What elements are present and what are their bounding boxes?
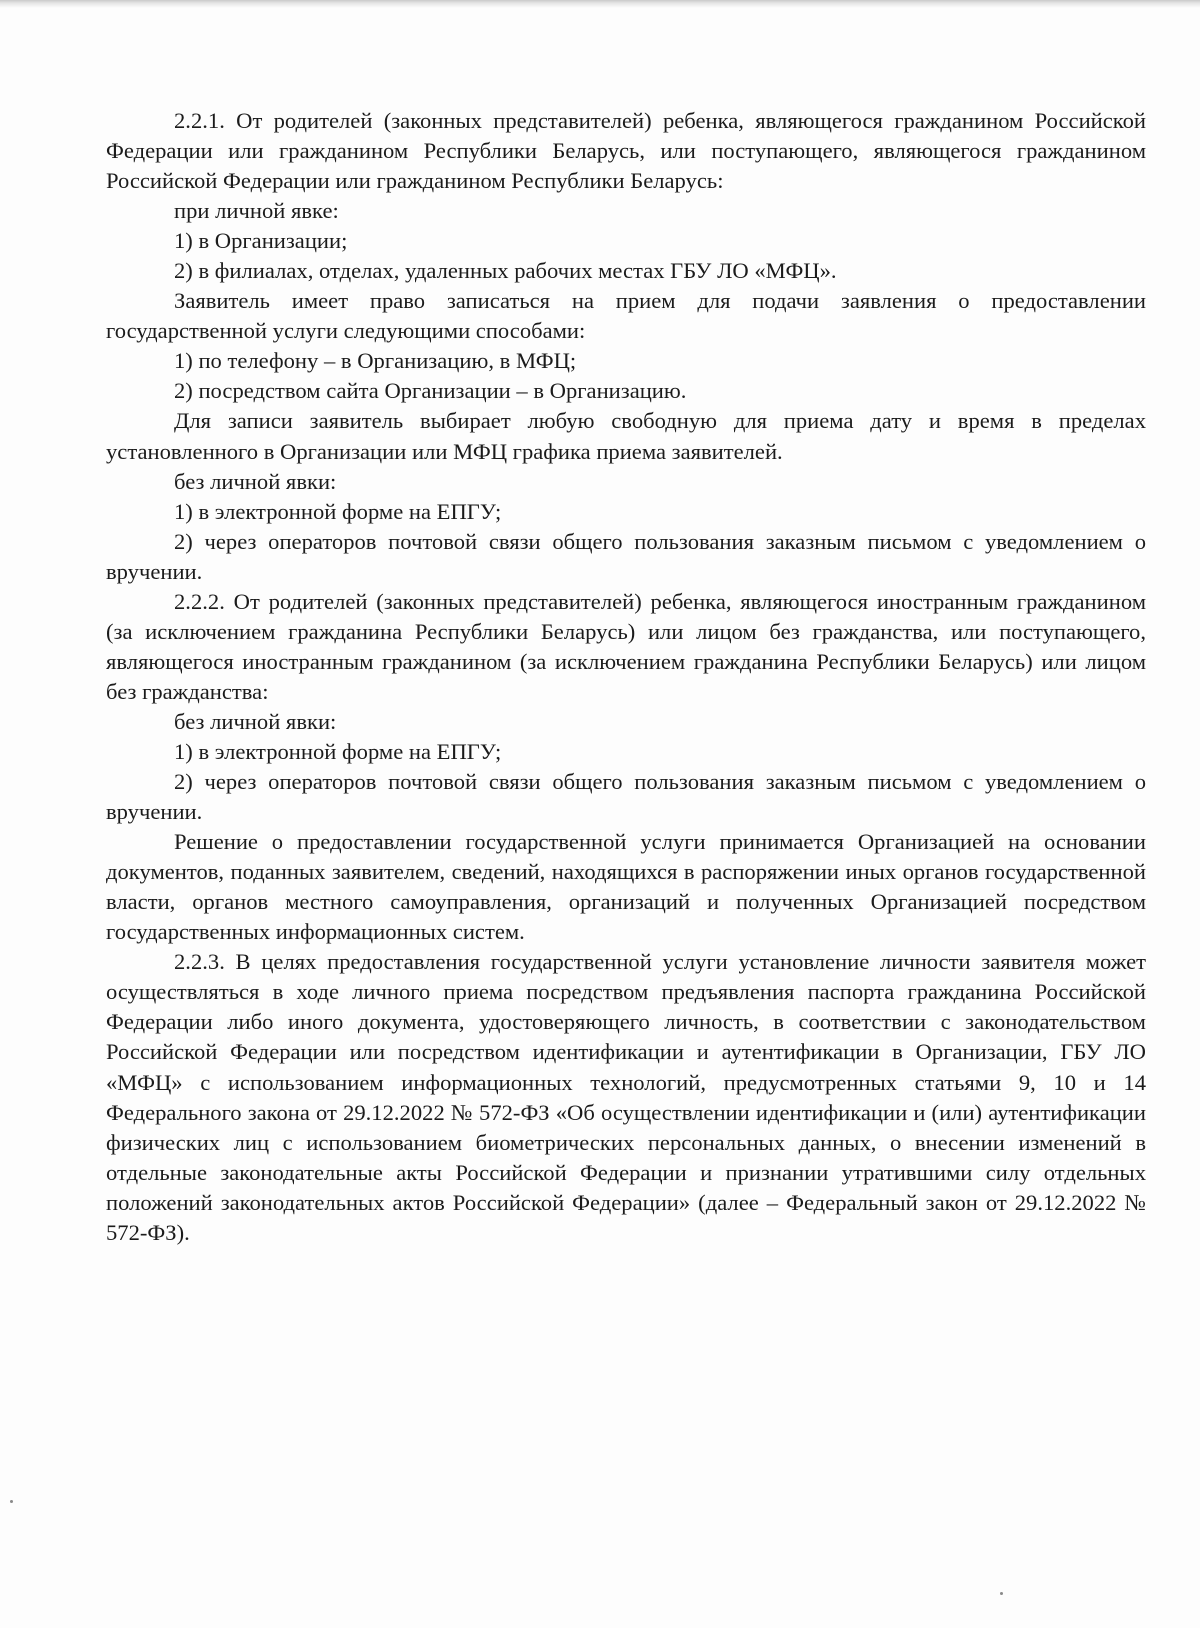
document-body <box>106 106 1146 1248</box>
paragraph-decision: Решение о предоставлении государственной услуги принимается Организацией на основании документов, поданных заявителем, сведений, находящихся в распоряжении иных органов государственной власти, органов местного самоуправления, организаций и полученных Организацией посредством государственных информационных систем. <box>106 829 1146 945</box>
list-item-website: 2) посредством сайта Организации – в Организацию. <box>174 378 687 404</box>
list-item-epgu-foreign: 1) в электронной форме на ЕПГУ; <box>174 738 502 764</box>
list-item-epgu: 1) в электронной форме на ЕПГУ; <box>174 498 502 524</box>
list-item-post: 2) через операторов почтовой связи общего пользования заказным письмом с уведомлением о вручении. <box>106 528 1146 584</box>
paragraph-2-2-3: 2.2.3. В целях предоставления государственной услуги установление личности заявителя может осуществляться в ходе личного приема посредством предъявления паспорта гражданина Российской Федерации либо иного документа, удостоверяющего личность, в соответствии с законодательством Российской Федерации или посредством идентификации и аутентификации в Организации, ГБУ ЛО «МФЦ» с использованием информационных технологий, предусмотренных статьями 9, 10 и 14 Федерального закона от 29.12.2022 № 572-ФЗ «Об осуществлении идентификации и (или) аутентификации физических лиц с использованием биометрических персональных данных, о внесении изменений в отдельные законодательные акты Российской Федерации и признании утратившими силу отдельных положений законодательных актов Российской Федерации» (далее – Федеральный закон от 29.12.2022 № 572-ФЗ). <box>106 949 1146 1245</box>
scan-speck <box>10 1500 13 1503</box>
paragraph-remote: без личной явки: <box>174 468 337 494</box>
paragraph-appointment-right: Заявитель имеет право записаться на прием для подачи заявления о предоставлении государственной услуги следующими способами: <box>106 288 1146 344</box>
list-item-organization: 1) в Организации; <box>174 228 348 254</box>
scan-top-edge <box>0 0 1200 8</box>
list-item-post-foreign: 2) через операторов почтовой связи общего пользования заказным письмом с уведомлением о вручении. <box>106 769 1146 825</box>
paragraph-remote-foreign: без личной явки: <box>174 708 337 734</box>
scan-speck <box>1000 1592 1003 1595</box>
list-item-mfc-branches: 2) в филиалах, отделах, удаленных рабочих местах ГБУ ЛО «МФЦ». <box>174 258 837 284</box>
list-item-phone: 1) по телефону – в Организацию, в МФЦ; <box>174 348 577 374</box>
paragraph-2-2-1: 2.2.1. От родителей (законных представителей) ребенка, являющегося гражданином Российской Федерации или гражданином Республики Беларусь, или поступающего, являющегося гражданином Российской Федерации или гражданином Республики Беларусь: <box>106 108 1146 194</box>
paragraph-in-person: при личной явке: <box>174 198 339 224</box>
paragraph-appointment-choice: Для записи заявитель выбирает любую свободную для приема дату и время в пределах установленного в Организации или МФЦ графика приема заявителей. <box>106 408 1146 464</box>
paragraph-2-2-2: 2.2.2. От родителей (законных представителей) ребенка, являющегося иностранным гражданином (за исключением гражданина Республики Беларусь) или лицом без гражданства, или поступающего, являющегося иностранным гражданином (за исключением гражданина Республики Беларусь) или лицом без гражданства: <box>106 588 1146 704</box>
